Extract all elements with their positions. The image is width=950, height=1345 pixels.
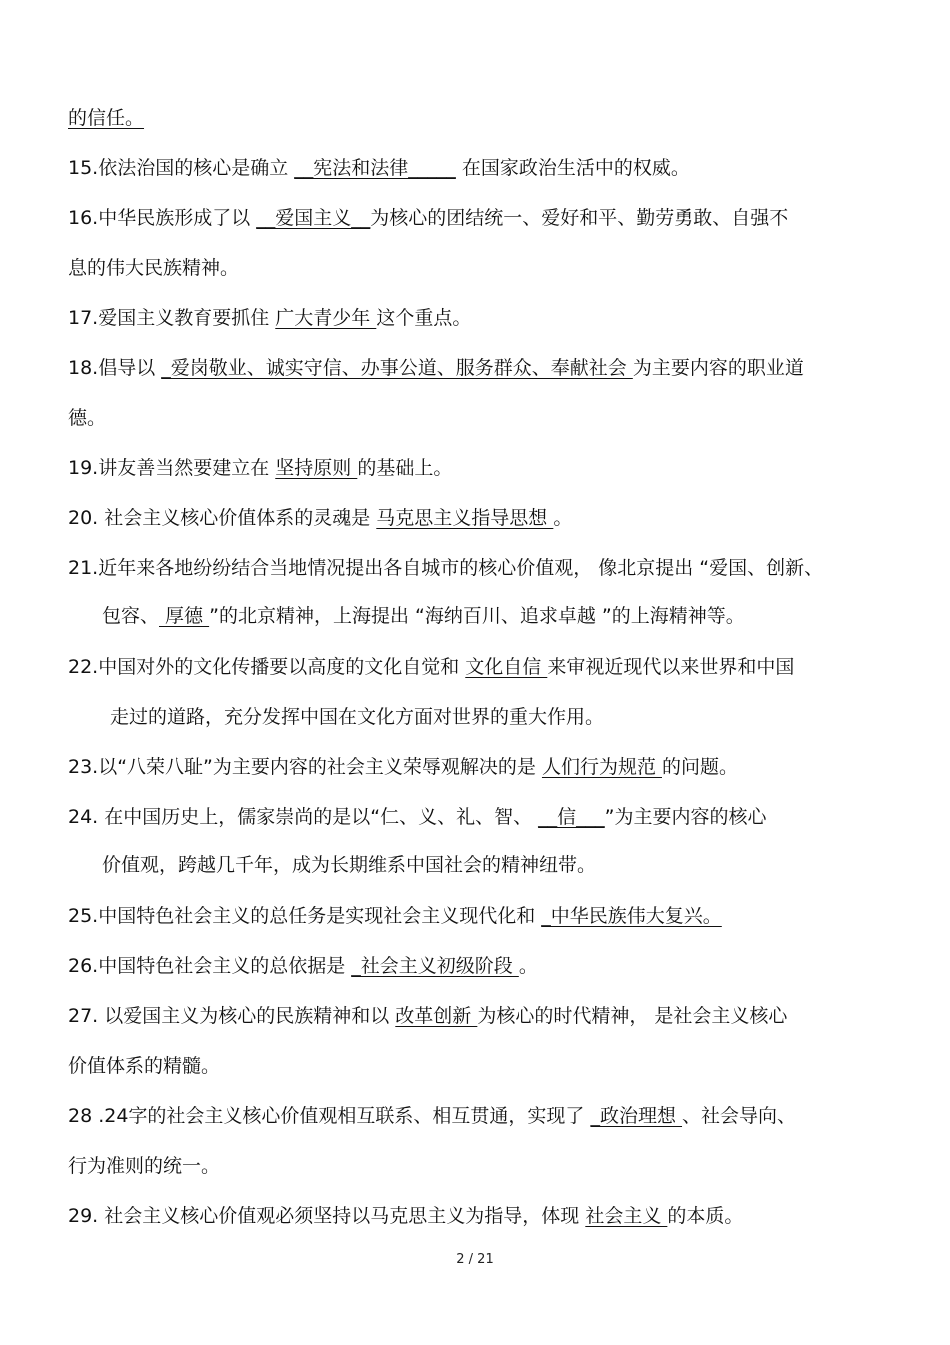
answer-blank: 广大青少年 (275, 307, 377, 329)
question-28 (68, 1104, 796, 1128)
line-continuation (68, 106, 144, 130)
question-text: 19.讲友善当然要建立在 (68, 457, 276, 479)
answer-blank: __爱国主义__ (256, 207, 371, 229)
question-text-tail: 、社会导向、 (682, 1105, 797, 1127)
question-25 (68, 904, 722, 928)
answer-blank: __宪法和法律_____ (294, 157, 456, 179)
answer-blank: _爱岗敬业、诚实守信、办事公道、服务群众、奉献社会 (161, 357, 633, 379)
question-text-tail: 的基础上。 (357, 457, 453, 479)
question-text-tail: ”为主要内容的核心 (604, 806, 767, 828)
question-text: 16.中华民族形成了以 (68, 207, 257, 229)
question-text: 29. 社会主义核心价值观必须坚持以马克思主义为指导，体现 (68, 1205, 586, 1227)
question-text-tail: 为核心的团结统一、爱好和平、勤劳勇敢、自强不 (370, 207, 789, 229)
question-text: 价值体系的精髓。 (68, 1055, 221, 1077)
question-16 (68, 206, 788, 230)
question-text-tail: 的本质。 (667, 1205, 744, 1227)
answer-blank: 人们行为规范 (541, 756, 662, 778)
answer-blank: 坚持原则 (275, 457, 358, 479)
question-text: 26.中国特色社会主义的总依据是 (68, 955, 352, 977)
question-text: 息的伟大民族精神。 (68, 257, 240, 279)
answer-blank: 的信任。 (68, 107, 145, 129)
question-text: 15.依法治国的核心是确立 (68, 157, 295, 179)
question-16-cont (68, 256, 239, 280)
answer-blank: _中华民族伟大复兴。 (541, 905, 722, 927)
question-21-cont (102, 604, 745, 628)
question-text-tail: 在国家政治生活中的权威。 (455, 157, 690, 179)
question-27-cont (68, 1054, 220, 1078)
question-text: 25.中国特色社会主义的总任务是实现社会主义现代化和 (68, 905, 542, 927)
question-text: 20. 社会主义核心价值体系的灵魂是 (68, 507, 377, 529)
question-24-cont (102, 853, 596, 877)
question-text: 27. 以爱国主义为核心的民族精神和以 (68, 1005, 396, 1027)
answer-blank: _政治理想 (590, 1105, 683, 1127)
question-27 (68, 1004, 787, 1028)
question-28-cont (68, 1154, 220, 1178)
question-text-tail: 为主要内容的职业道 (632, 357, 804, 379)
question-19 (68, 456, 452, 480)
question-text-tail: 为核心的时代精神， 是社会主义核心 (477, 1005, 788, 1027)
question-text: 包容、 (102, 605, 160, 627)
question-text: 28 .24字的社会主义核心价值观相互联系、相互贯通，实现了 (68, 1105, 591, 1127)
answer-blank: 厚德 (159, 605, 210, 627)
page-number: 2 / 21 (456, 1252, 494, 1267)
question-text: 21.近年来各地纷纷结合当地情况提出各自城市的核心价值观， 像北京提出 “爱国、创新、 (68, 557, 824, 579)
answer-blank: _社会主义初级阶段 (351, 955, 519, 977)
question-text-tail: 的问题。 (662, 756, 739, 778)
answer-blank: 改革创新 (395, 1005, 478, 1027)
question-18-cont (68, 406, 106, 430)
question-15 (68, 156, 690, 180)
question-24 (68, 805, 767, 829)
question-text-tail: 这个重点。 (376, 307, 472, 329)
question-text: 22.中国对外的文化传播要以高度的文化自觉和 (68, 656, 466, 678)
question-21 (68, 556, 823, 580)
answer-blank: 马克思主义指导思想 (376, 507, 554, 529)
question-text: 行为准则的统一。 (68, 1155, 221, 1177)
question-23 (68, 755, 738, 779)
question-text: 23.以“八荣八耻”为主要内容的社会主义荣辱观解决的是 (68, 756, 542, 778)
question-29 (68, 1204, 743, 1228)
answer-blank: 文化自信 (465, 656, 548, 678)
question-text-tail: ”的北京精神，上海提出 “海纳百川、追求卓越 ”的上海精神等。 (209, 605, 745, 627)
question-text: 24. 在中国历史上，儒家崇尚的是以“仁、义、礼、智、 (68, 806, 539, 828)
answer-blank: __信___ (538, 806, 605, 828)
question-text: 18.倡导以 (68, 357, 162, 379)
question-17 (68, 306, 471, 330)
question-text-tail: 来审视近现代以来世界和中国 (547, 656, 795, 678)
question-text-tail: 。 (553, 507, 573, 529)
question-26 (68, 954, 538, 978)
question-text: 价值观，跨越几千年，成为长期维系中国社会的精神纽带。 (102, 854, 597, 876)
question-text: 德。 (68, 407, 107, 429)
answer-blank: 社会主义 (585, 1205, 668, 1227)
question-22-cont (110, 705, 604, 729)
question-text: 17.爱国主义教育要抓住 (68, 307, 276, 329)
question-text-tail: 。 (518, 955, 538, 977)
question-20 (68, 506, 572, 530)
question-22 (68, 655, 794, 679)
question-18 (68, 356, 804, 380)
question-text: 走过的道路，充分发挥中国在文化方面对世界的重大作用。 (110, 706, 605, 728)
